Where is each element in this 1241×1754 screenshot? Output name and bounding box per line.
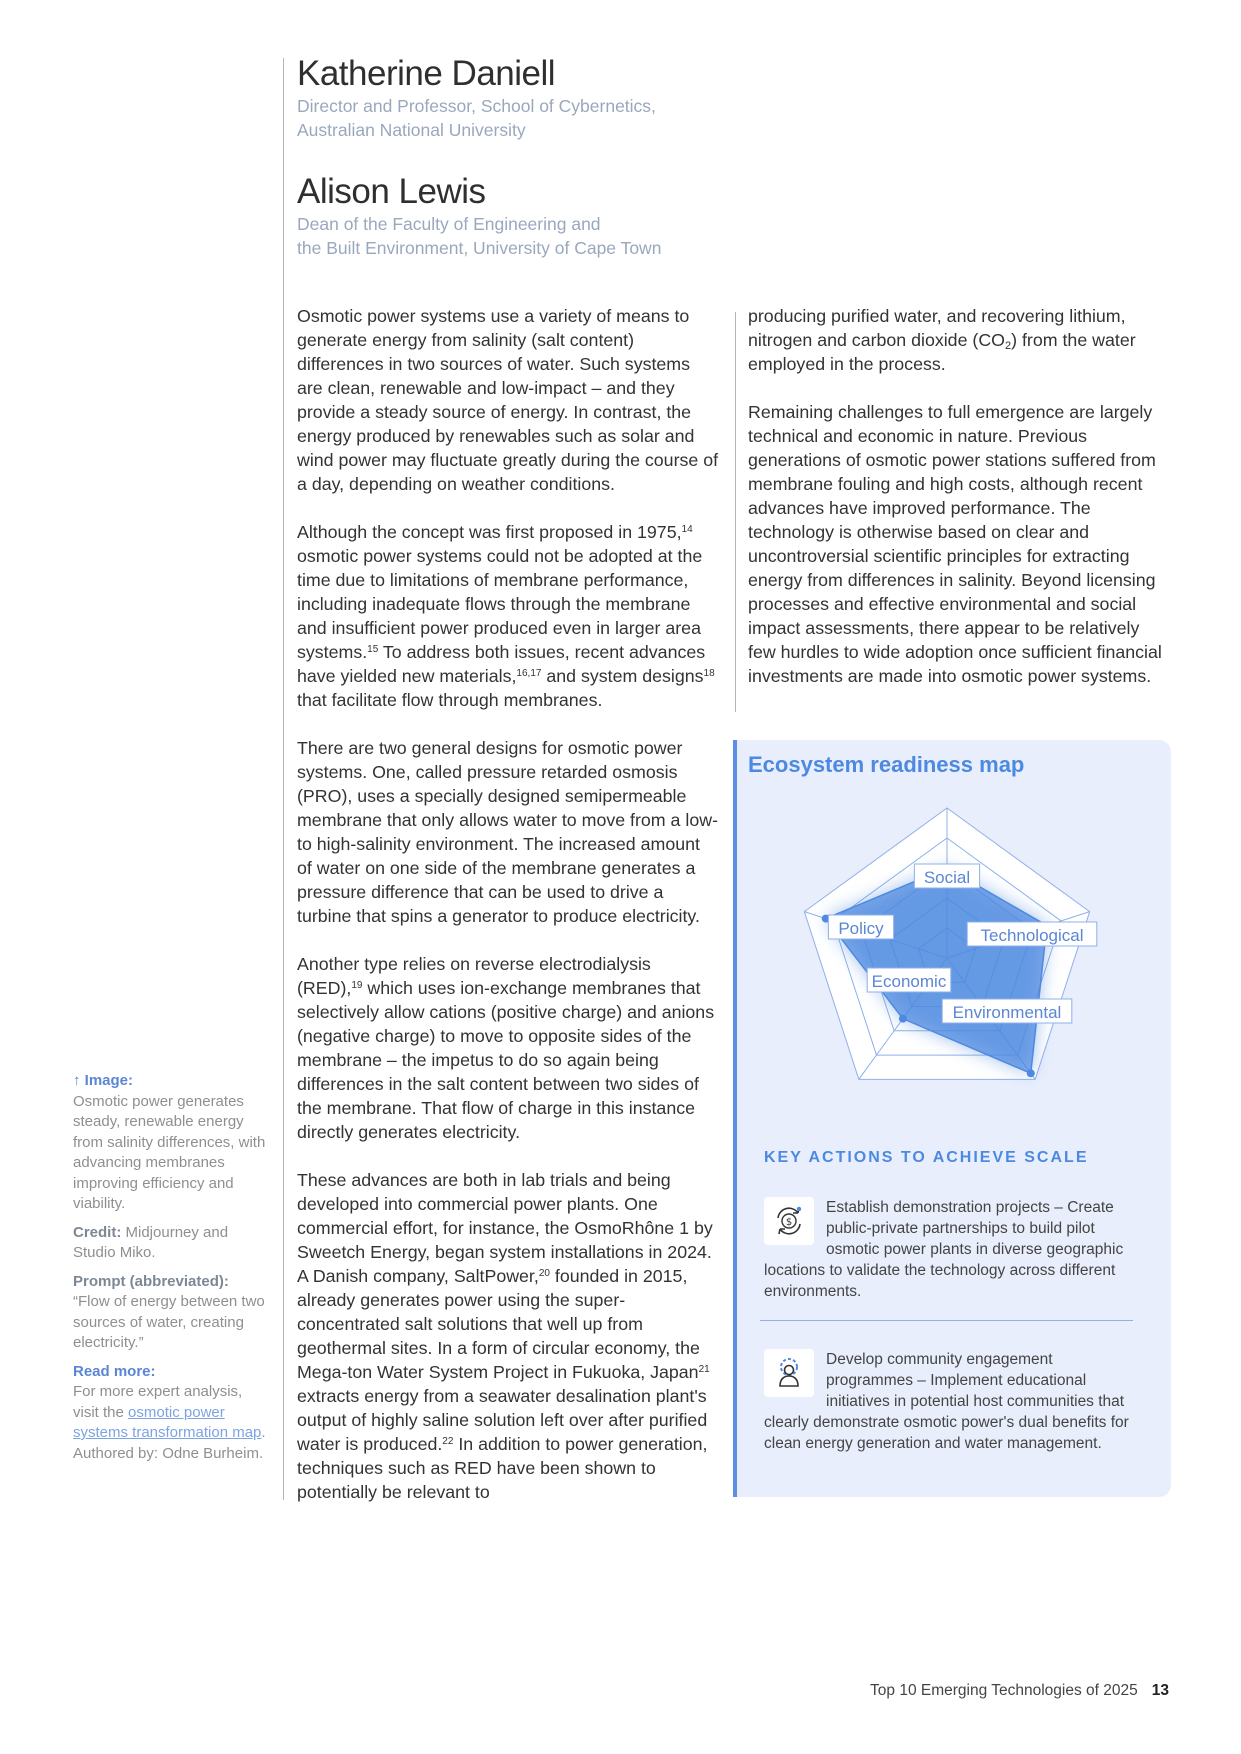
radar-label-social xyxy=(914,864,979,888)
paragraph: These advances are both in lab trials and being developed into commercial power plants. One commercial effort, for instance, the OsmoRhône 1 by Sweetch Energy, began system installations in 2024. A Danish company, SaltPower,$^{20}$ founded in 2015, already generates power using the super-concentrated salt solutions that well up from geothermal sites. In a form of circular economy, the Mega-ton Water System Project in Fukuoka, Japan$^{21}$ extracts energy from a seawater desalination plant's output of highly saline solution left over after purified water is produced.$^{22}$ In addition to power generation, techniques such as RED have been shown to potentially be relevant to xyxy=(297,1170,713,1502)
credit: Credit: Midjourney and Studio Miko. xyxy=(73,1223,229,1261)
radar-label-policy xyxy=(828,915,893,939)
paragraph: There are two general designs for osmotic power systems. One, called pressure retarded osmosis (PRO), uses a specially designed semipermeable membrane that only allows water to move from a low- to high-salinity environment. The increased amount of water on one side of the membrane generates a pressure difference that can be used to drive a turbine that spins a generator to produce electricity. xyxy=(297,738,718,926)
image-heading: ↑ Image: xyxy=(73,1072,134,1089)
actions-divider xyxy=(760,1320,1133,1321)
read-more-text: For more expert analysis, visit the osmotic power systems transformation map. Authored by: Odne Burheim. xyxy=(73,1383,266,1462)
radar-label-economic xyxy=(867,968,951,992)
left-rule xyxy=(283,58,284,1500)
author-name: Alison Lewis xyxy=(297,172,486,211)
radar-label-text: Economic xyxy=(871,972,947,991)
author-role: Director and Professor, School of Cybernetics, Australian National University xyxy=(297,96,656,140)
paragraph: Although the concept was first proposed in 1975,14 osmotic power systems could not be adopted at the time due to limitations of membrane performance, including inadequate flows through the membrane and insufficient power produced even in larger area systems.$^{15}$ To address both issues, recent advances have yielded new materials,$^{16,17}$ and system designs$^{18}$ that facilitate flow through membranes. xyxy=(297,522,715,710)
paragraph: Osmotic power systems use a variety of means to generate energy from salinity (salt content) differences in two sources of water. Such systems are clean, renewable and low-impact – and they provide a steady source of energy. In contrast, the energy produced by renewables such as solar and wind power may fluctuate greatly during the course of a day, depending on weather conditions. xyxy=(297,306,719,494)
paragraph: producing purified water, and recovering lithium, nitrogen and carbon dioxide $(CO_2)$ from the water employed in the process. xyxy=(748,306,1136,374)
action-item: Develop community engagement programmes – Implement educational initiatives in potential host communities that clearly demonstrate osmotic power's dual benefits for clean energy generation and water management. xyxy=(764,1351,1129,1452)
footer-title: Top 10 Emerging Technologies of 2025 xyxy=(870,1682,1138,1699)
author-name: Katherine Daniell xyxy=(297,54,556,93)
column-rule xyxy=(735,312,736,712)
radar-point-economic xyxy=(899,1015,907,1023)
radar-label-text: Social xyxy=(923,868,971,887)
author-block-1 xyxy=(297,54,656,142)
page-footer xyxy=(870,1682,1169,1700)
readiness-radar-chart xyxy=(780,800,1120,1120)
read-more-heading: Read more: xyxy=(73,1362,156,1380)
panel-title: Ecosystem readiness map xyxy=(748,752,1025,777)
community-gear-icon xyxy=(764,1349,814,1397)
action-item: $ Establish demonstration projects – Create public-private partnerships to build pilot osmotic power plants in diverse geographic locations to validate the technology across different environments. xyxy=(764,1199,1124,1300)
svg-text:$: $ xyxy=(785,1217,793,1228)
paragraph: Another type relies on reverse electrodialysis (RED),$^{19}$ which uses ion-exchange membranes that selectively allow cations (positive charge) and anions (negative charge) to move to opposite sides of the membrane – the impetus to do so again being differences in the salt content between two sides of the membrane. That flow of charge in this instance directly generates electricity. xyxy=(297,954,715,1142)
body-column-1 xyxy=(297,304,719,1528)
radar-label-environmental xyxy=(942,999,1072,1023)
radar-label-text: Policy xyxy=(838,919,884,938)
image-sidebar xyxy=(73,1071,268,1472)
paragraph: Remaining challenges to full emergence are largely technical and economic in nature. Previous generations of osmotic power stations suffered from membrane fouling and high costs, although recent advances have improved performance. The technology is otherwise based on clear and uncontroversial scientific principles for extracting energy from differences in salinity. Beyond licensing processes and effective environmental and social impact assessments, there appear to be relatively few hurdles to wide adoption once sufficient financial investments are made into osmotic power systems. xyxy=(748,402,1162,686)
author-block-2 xyxy=(297,172,661,260)
image-caption: Osmotic power generates steady, renewable energy from salinity differences, with advancing membranes improving efficiency and viability. xyxy=(73,1092,266,1212)
transformation-map-link[interactable]: osmotic power systems transformation map xyxy=(73,1403,262,1441)
key-actions-title: KEY ACTIONS TO ACHIEVE SCALE xyxy=(764,1149,1089,1166)
page-number: 13 xyxy=(1151,1682,1169,1699)
radar-label-text: Environmental xyxy=(952,1003,1062,1022)
prompt-heading: Prompt (abbreviated): xyxy=(73,1272,229,1290)
radar-label-technological xyxy=(967,922,1097,946)
author-role: Dean of the Faculty of Engineering and the Built Environment, University of Cape Town xyxy=(297,214,662,258)
radar-point-environmental xyxy=(1027,1069,1035,1077)
prompt-text: “Flow of energy between two sources of water, creating electricity.” xyxy=(73,1293,265,1351)
dollar-cycle-icon xyxy=(764,1197,814,1245)
body-column-2 xyxy=(748,304,1166,712)
radar-label-text: Technological xyxy=(980,926,1084,945)
